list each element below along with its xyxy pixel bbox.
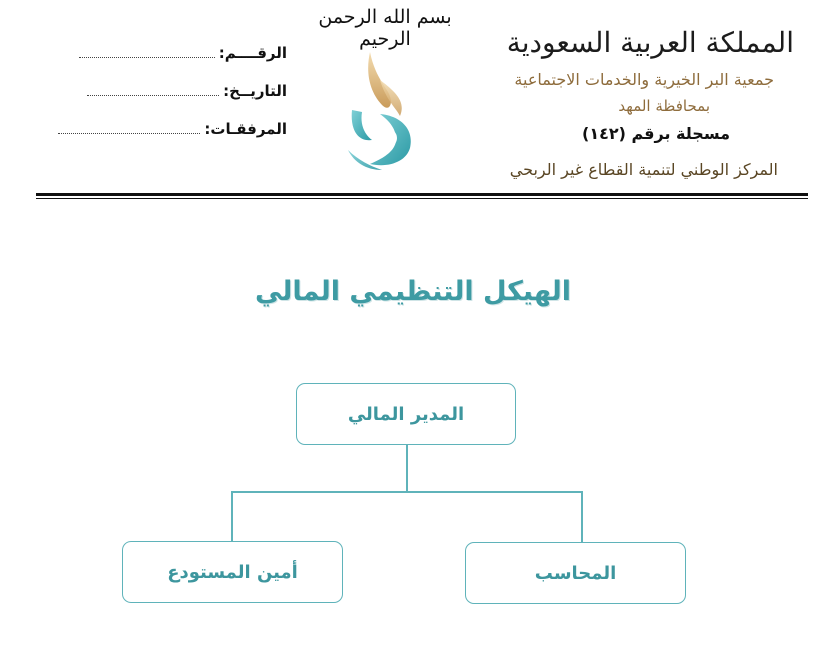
date-field — [87, 82, 287, 100]
org-node-accountant: المحاسب — [465, 542, 686, 604]
connector-horizontal — [231, 491, 583, 493]
header-separator-thin — [36, 198, 808, 199]
governorate-name: بمحافظة المهد — [618, 97, 710, 115]
kingdom-name: المملكة العربية السعودية — [506, 26, 794, 59]
header-separator-thick — [36, 193, 808, 196]
number-field — [79, 44, 287, 62]
bismillah-calligraphy: بسم الله الرحمن الرحيم — [318, 6, 452, 50]
org-node-warehouse-keeper: أمين المستودع — [122, 541, 343, 603]
connector-left-drop — [231, 491, 233, 543]
attachments-label: المرفقـات: — [204, 120, 287, 138]
date-line — [87, 94, 219, 96]
connector-right-drop — [581, 491, 583, 543]
association-name: جمعية البر الخيرية والخدمات الاجتماعية — [514, 70, 774, 89]
registration-number: مسجلة برقم (١٤٢) — [582, 124, 730, 143]
date-label: التاريــخ: — [223, 82, 287, 100]
number-label: الرقــــم: — [218, 44, 287, 62]
connector-top-vertical — [406, 444, 408, 492]
attachments-line — [58, 132, 200, 134]
org-node-financial-manager: المدير المالي — [296, 383, 516, 445]
number-line — [79, 56, 215, 58]
national-center-note: المركز الوطني لتنمية القطاع غير الربحي — [509, 160, 778, 179]
attachments-field — [58, 120, 287, 138]
association-logo-icon — [340, 50, 420, 175]
page-title: الهيكل التنظيمي المالي — [254, 276, 572, 307]
